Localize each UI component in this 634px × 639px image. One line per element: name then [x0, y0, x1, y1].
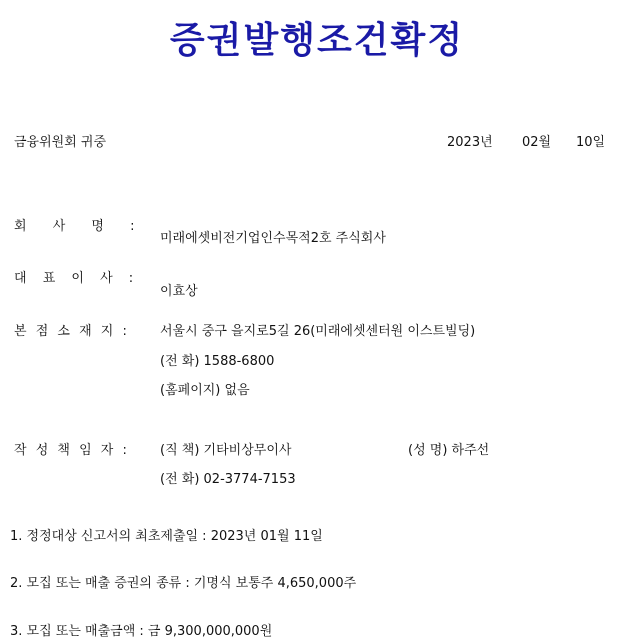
company-label: 회 사 명 : [14, 219, 135, 234]
item-security-type: 2. 모집 또는 매출 증권의 종류 : 기명식 보통주 4,650,000주 [10, 576, 357, 591]
preparer-name: (성 명) 하주선 [408, 443, 490, 458]
company-name: 미래에셋비전기업인수목적2호 주식회사 [160, 231, 386, 246]
head-office-address: 서울시 중구 을지로5길 26(미래에셋센터원 이스트빌딩) [160, 324, 476, 339]
head-office-label: 본 점 소 재 지 : [14, 324, 127, 339]
date-year: 2023년 [447, 135, 493, 150]
preparer-label: 작 성 책 임 자 : [14, 443, 127, 458]
representative-label: 대 표 이 사 : [14, 271, 134, 286]
preparer-phone: (전 화) 02-3774-7153 [160, 472, 296, 487]
item-offering-amount: 3. 모집 또는 매출금액 : 금 9,300,000,000원 [10, 624, 273, 639]
head-office-phone: (전 화) 1588-6800 [160, 354, 275, 369]
addressee: 금융위원회 귀중 [14, 135, 107, 150]
document-title: 증권발행조건확정 [169, 19, 465, 61]
representative-name: 이효상 [160, 284, 198, 299]
preparer-position: (직 책) 기타비상무이사 [160, 443, 292, 458]
item-initial-filing-date: 1. 정정대상 신고서의 최초제출일 : 2023년 01월 11일 [10, 529, 323, 544]
date-day: 10일 [576, 135, 606, 150]
head-office-homepage: (홈페이지) 없음 [160, 383, 250, 398]
date-month: 02월 [522, 135, 552, 150]
